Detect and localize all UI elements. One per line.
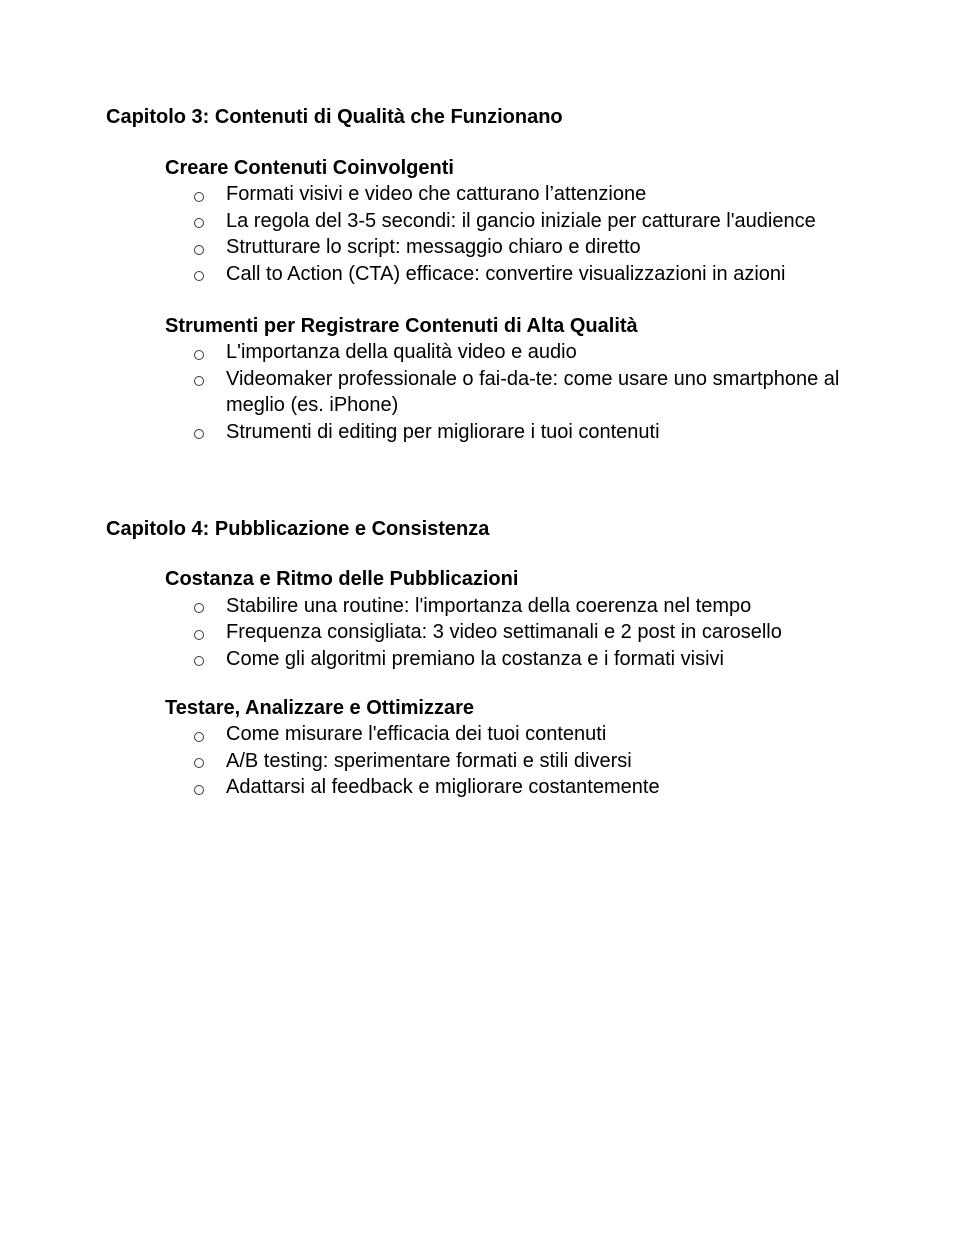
bullet-list-creare-contenuti	[106, 181, 863, 287]
list-item	[226, 774, 863, 801]
list-item-text: Strumenti di editing per migliorare i tuoi contenuti	[226, 420, 660, 443]
hollow-circle-bullet-icon	[194, 603, 204, 613]
hollow-circle-bullet-icon	[194, 192, 204, 202]
document-content	[106, 0, 863, 801]
hollow-circle-bullet-icon	[194, 758, 204, 768]
list-item	[226, 646, 863, 673]
hollow-circle-bullet-icon	[194, 630, 204, 640]
chapter-heading-capitolo-3: Capitolo 3: Contenuti di Qualità che Funzionano	[106, 106, 563, 128]
list-item-text: Call to Action (CTA) efficace: convertire visualizzazioni in azioni	[226, 262, 786, 285]
chapter-heading-capitolo-4: Capitolo 4: Pubblicazione e Consistenza	[106, 517, 490, 540]
subsection-heading-costanza-ritmo: Costanza e Ritmo delle Pubblicazioni	[165, 568, 519, 591]
subsection-heading-creare-contenuti: Creare Contenuti Coinvolgenti	[165, 156, 454, 179]
list-item	[226, 366, 863, 419]
list-item	[226, 339, 863, 366]
list-item-text: A/B testing: sperimentare formati e stili diversi	[226, 749, 632, 772]
hollow-circle-bullet-icon	[194, 271, 204, 281]
list-item	[226, 181, 863, 208]
hollow-circle-bullet-icon	[194, 656, 204, 666]
list-item-text: Strutturare lo script: messaggio chiaro e diretto	[226, 236, 641, 259]
list-item-text: Videomaker professionale o fai-da-te: come usare uno smartphone al meglio (es. iPhone)	[226, 367, 840, 417]
list-item	[226, 261, 863, 288]
list-item	[226, 593, 863, 620]
bullet-list-testare-analizzare	[106, 721, 863, 801]
list-item	[226, 721, 863, 748]
hollow-circle-bullet-icon	[194, 218, 204, 228]
hollow-circle-bullet-icon	[194, 350, 204, 360]
hollow-circle-bullet-icon	[194, 429, 204, 439]
list-item-text: Stabilire una routine: l'importanza della coerenza nel tempo	[226, 594, 752, 617]
subsection-heading-strumenti-registrare: Strumenti per Registrare Contenuti di Alta Qualità	[165, 314, 638, 337]
hollow-circle-bullet-icon	[194, 785, 204, 795]
list-item-text: L'importanza della qualità video e audio	[226, 341, 577, 364]
list-item	[226, 748, 863, 775]
list-item-text: La regola del 3-5 secondi: il gancio iniziale per catturare l'audience	[226, 209, 816, 232]
bullet-list-costanza-ritmo	[106, 593, 863, 673]
list-item	[226, 619, 863, 646]
list-item-text: Adattarsi al feedback e migliorare costantemente	[226, 776, 660, 799]
list-item	[226, 234, 863, 261]
list-item-text: Formati visivi e video che catturano l’attenzione	[226, 183, 647, 206]
hollow-circle-bullet-icon	[194, 376, 204, 386]
bullet-list-strumenti-registrare	[106, 339, 863, 445]
list-item-text: Come gli algoritmi premiano la costanza e i formati visivi	[226, 647, 724, 670]
list-item	[226, 419, 863, 446]
hollow-circle-bullet-icon	[194, 732, 204, 742]
list-item-text: Frequenza consigliata: 3 video settimanali e 2 post in carosello	[226, 621, 782, 644]
subsection-heading-testare-analizzare: Testare, Analizzare e Ottimizzare	[165, 696, 475, 719]
list-item	[226, 208, 863, 235]
hollow-circle-bullet-icon	[194, 245, 204, 255]
list-item-text: Come misurare l'efficacia dei tuoi contenuti	[226, 723, 607, 746]
